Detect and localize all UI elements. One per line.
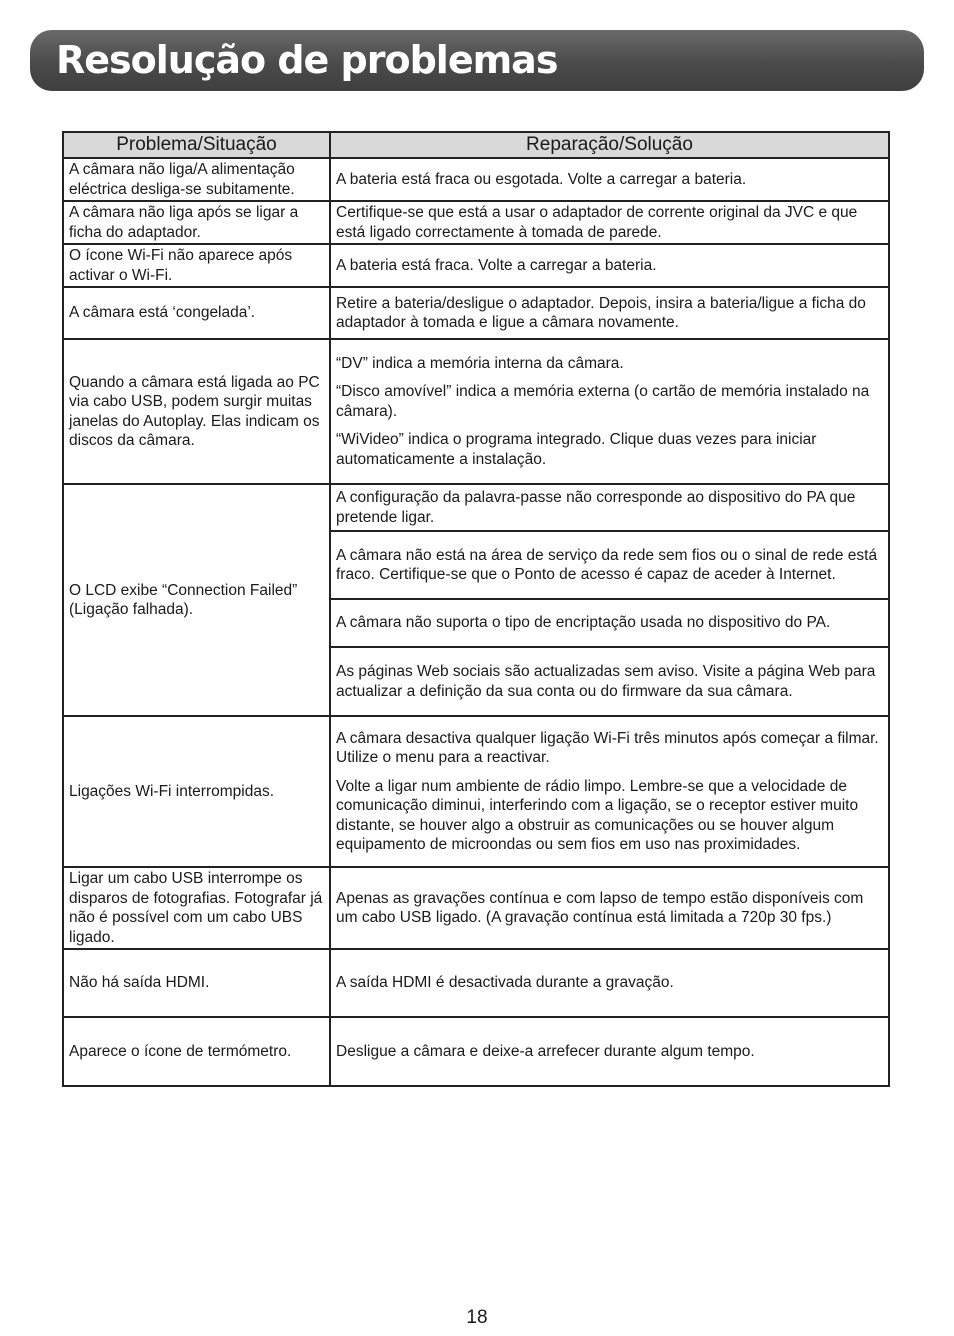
table-row [63,339,889,484]
table-row [63,484,889,531]
table-row [63,158,889,201]
table-row [63,949,889,1017]
troubleshooting-table [62,131,890,1087]
solution-cell [330,647,889,716]
solution-cell [330,484,889,531]
problem-cell: Aparece o ícone de termómetro. [63,1017,330,1086]
problem-cell: Não há saída HDMI. [63,949,330,1017]
solution-cell [330,531,889,599]
solution-text: “WiVideo” indica o programa integrado. Clique duas vezes para iniciar automaticamente a instalação. [336,431,817,468]
problem-cell: Ligações Wi-Fi interrompidas. [63,716,330,867]
table-row [63,1017,889,1086]
problem-cell: Quando a câmara está ligada ao PC via cabo USB, podem surgir muitas janelas do Autoplay. Elas indicam os discos da câmara. [63,339,330,484]
page-number: 18 [466,1307,488,1328]
solution-text: “Disco amovível” indica a memória externa (o cartão de memória instalado na câmara). [336,383,870,420]
solution-cell [330,867,889,949]
problem-cell: A câmara está ‘congelada’. [63,287,330,339]
solution-text: A bateria está fraca. Volte a carregar a bateria. [336,256,657,274]
solution-text: A bateria está fraca ou esgotada. Volte a carregar a bateria. [336,170,747,188]
header-problem: Problema/Situação [63,132,330,158]
solution-cell [330,1017,889,1086]
table-row [63,244,889,287]
table-row [63,716,889,867]
solution-text: “DV” indica a memória interna da câmara. [336,354,624,372]
table-row [63,201,889,244]
solution-text: A câmara não está na área de serviço da rede sem fios ou o sinal de rede está fraco. Certifique-se que o Ponto de acesso é capaz de aceder à Internet. [336,546,878,583]
solution-cell [330,599,889,647]
solution-text: A câmara não suporta o tipo de encriptação usada no dispositivo do PA. [336,614,831,632]
problem-cell: Ligar um cabo USB interrompe os disparos de fotografias. Fotografar já não é possível com um cabo UBS ligado. [63,867,330,949]
table-row [63,867,889,949]
solution-text: Apenas as gravações contínua e com lapso de tempo estão disponíveis com um cabo USB ligado. (A gravação contínua está limitada a 720p 30 fps.) [336,889,864,926]
solution-text: Retire a bateria/desligue o adaptador. Depois, insira a bateria/ligue a ficha do adaptador à tomada e ligue a câmara novamente. [336,294,866,331]
table-row [63,287,889,339]
table-header-row [63,132,889,158]
solution-cell [330,244,889,287]
solution-text: A configuração da palavra-passe não corresponde ao dispositivo do PA que pretende ligar. [336,489,856,526]
problem-cell: O ícone Wi-Fi não aparece após activar o Wi-Fi. [63,244,330,287]
solution-cell [330,949,889,1017]
solution-text: A câmara desactiva qualquer ligação Wi-Fi três minutos após começar a filmar. Utilize o menu para a reactivar. [336,729,879,766]
title-bar [30,30,924,91]
problem-cell: O LCD exibe “Connection Failed” (Ligação falhada). [63,484,330,716]
header-solution: Reparação/Solução [330,132,889,158]
solution-text: Desligue a câmara e deixe-a arrefecer durante algum tempo. [336,1042,755,1060]
solution-cell [330,158,889,201]
solution-cell [330,287,889,339]
table-body [63,158,889,1086]
page-title: Resolução de problemas [56,38,558,82]
problem-cell: A câmara não liga após se ligar a ficha do adaptador. [63,201,330,244]
solution-text: Volte a ligar num ambiente de rádio limpo. Lembre-se que a velocidade de comunicação diminui, interferindo com a ligação, se o receptor estiver muito distante, se houver algo a obstruir as comunicações ou se houver algum equipamento de microondas ou sem fios em uso nas proximidades. [336,777,859,853]
solution-text: A saída HDMI é desactivada durante a gravação. [336,974,674,992]
problem-cell: A câmara não liga/A alimentação eléctrica desliga-se subitamente. [63,158,330,201]
solution-text: As páginas Web sociais são actualizadas sem aviso. Visite a página Web para actualizar a definição da sua conta ou do firmware da sua câmara. [336,663,876,700]
solution-cell [330,716,889,867]
solution-cell [330,201,889,244]
solution-text: Certifique-se que está a usar o adaptador de corrente original da JVC e que está ligado correctamente à tomada de parede. [336,204,858,241]
solution-cell [330,339,889,484]
